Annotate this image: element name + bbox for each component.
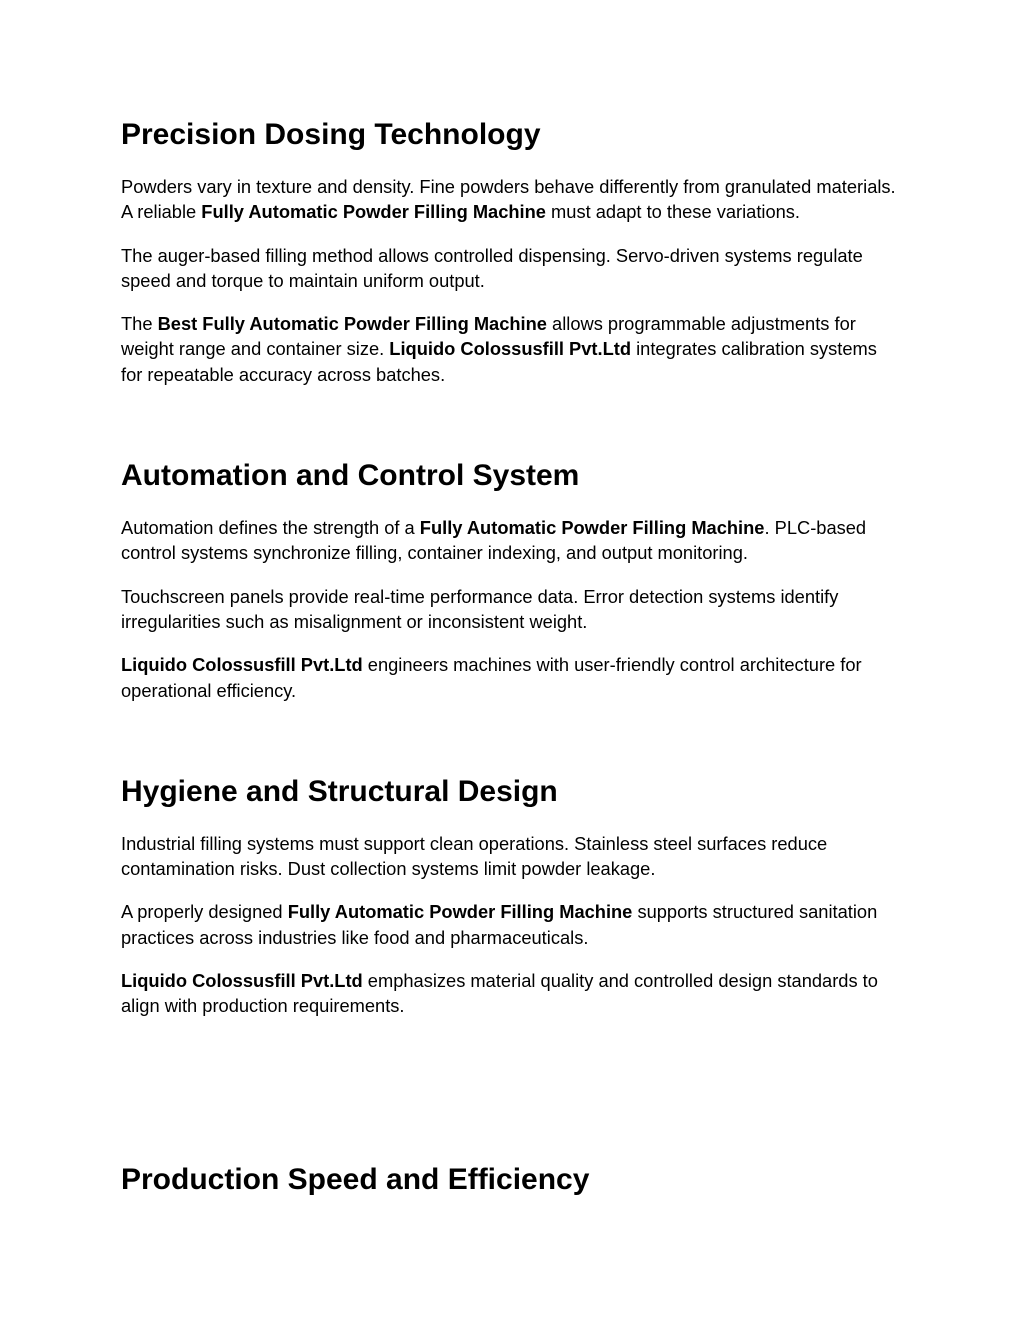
paragraph: Automation defines the strength of a Fully Automatic Powder Filling Machine. PLC-based control systems synchronize filling, container indexing, and output monitoring. xyxy=(121,517,867,564)
paragraph: The Best Fully Automatic Powder Filling Machine allows programmable adjustments for weight range and container size. Liquido Colossusfill Pvt.Ltd integrates calibration systems for repeatable accuracy across batches. xyxy=(121,313,877,385)
paragraph: A properly designed Fully Automatic Powder Filling Machine supports structured sanitation practices across industries like food and pharmaceuticals. xyxy=(121,901,878,948)
heading-hygiene-and-structural-design: Hygiene and Structural Design xyxy=(121,774,558,808)
heading-automation-and-control-system: Automation and Control System xyxy=(121,459,580,493)
section-precision-dosing-technology xyxy=(121,117,903,387)
section-hygiene-and-structural-design xyxy=(121,774,903,1019)
paragraph: Liquido Colossusfill Pvt.Ltd engineers machines with user-friendly control architecture for operational efficiency. xyxy=(121,654,862,701)
paragraph: Industrial filling systems must support clean operations. Stainless steel surfaces reduce contamination risks. Dust collection systems limit powder leakage. xyxy=(121,832,828,880)
paragraph: Liquido Colossusfill Pvt.Ltd emphasizes material quality and controlled design standards to align with production requirements. xyxy=(121,970,878,1017)
section-automation-and-control-system xyxy=(121,458,903,703)
heading-precision-dosing-technology: Precision Dosing Technology xyxy=(121,118,541,151)
section-production-speed-and-efficiency xyxy=(121,1162,903,1197)
paragraph: Touchscreen panels provide real-time performance data. Error detection systems identify irregularities such as misalignment or inconsistent weight. xyxy=(121,585,839,632)
paragraph: Powders vary in texture and density. Fine powders behave differently from granulated materials. A reliable Fully Automatic Powder Filling Machine must adapt to these variations. xyxy=(121,176,896,223)
heading-production-speed-and-efficiency: Production Speed and Efficiency xyxy=(121,1162,590,1196)
paragraph: The auger-based filling method allows controlled dispensing. Servo-driven systems regulate speed and torque to maintain uniform output. xyxy=(121,244,863,291)
